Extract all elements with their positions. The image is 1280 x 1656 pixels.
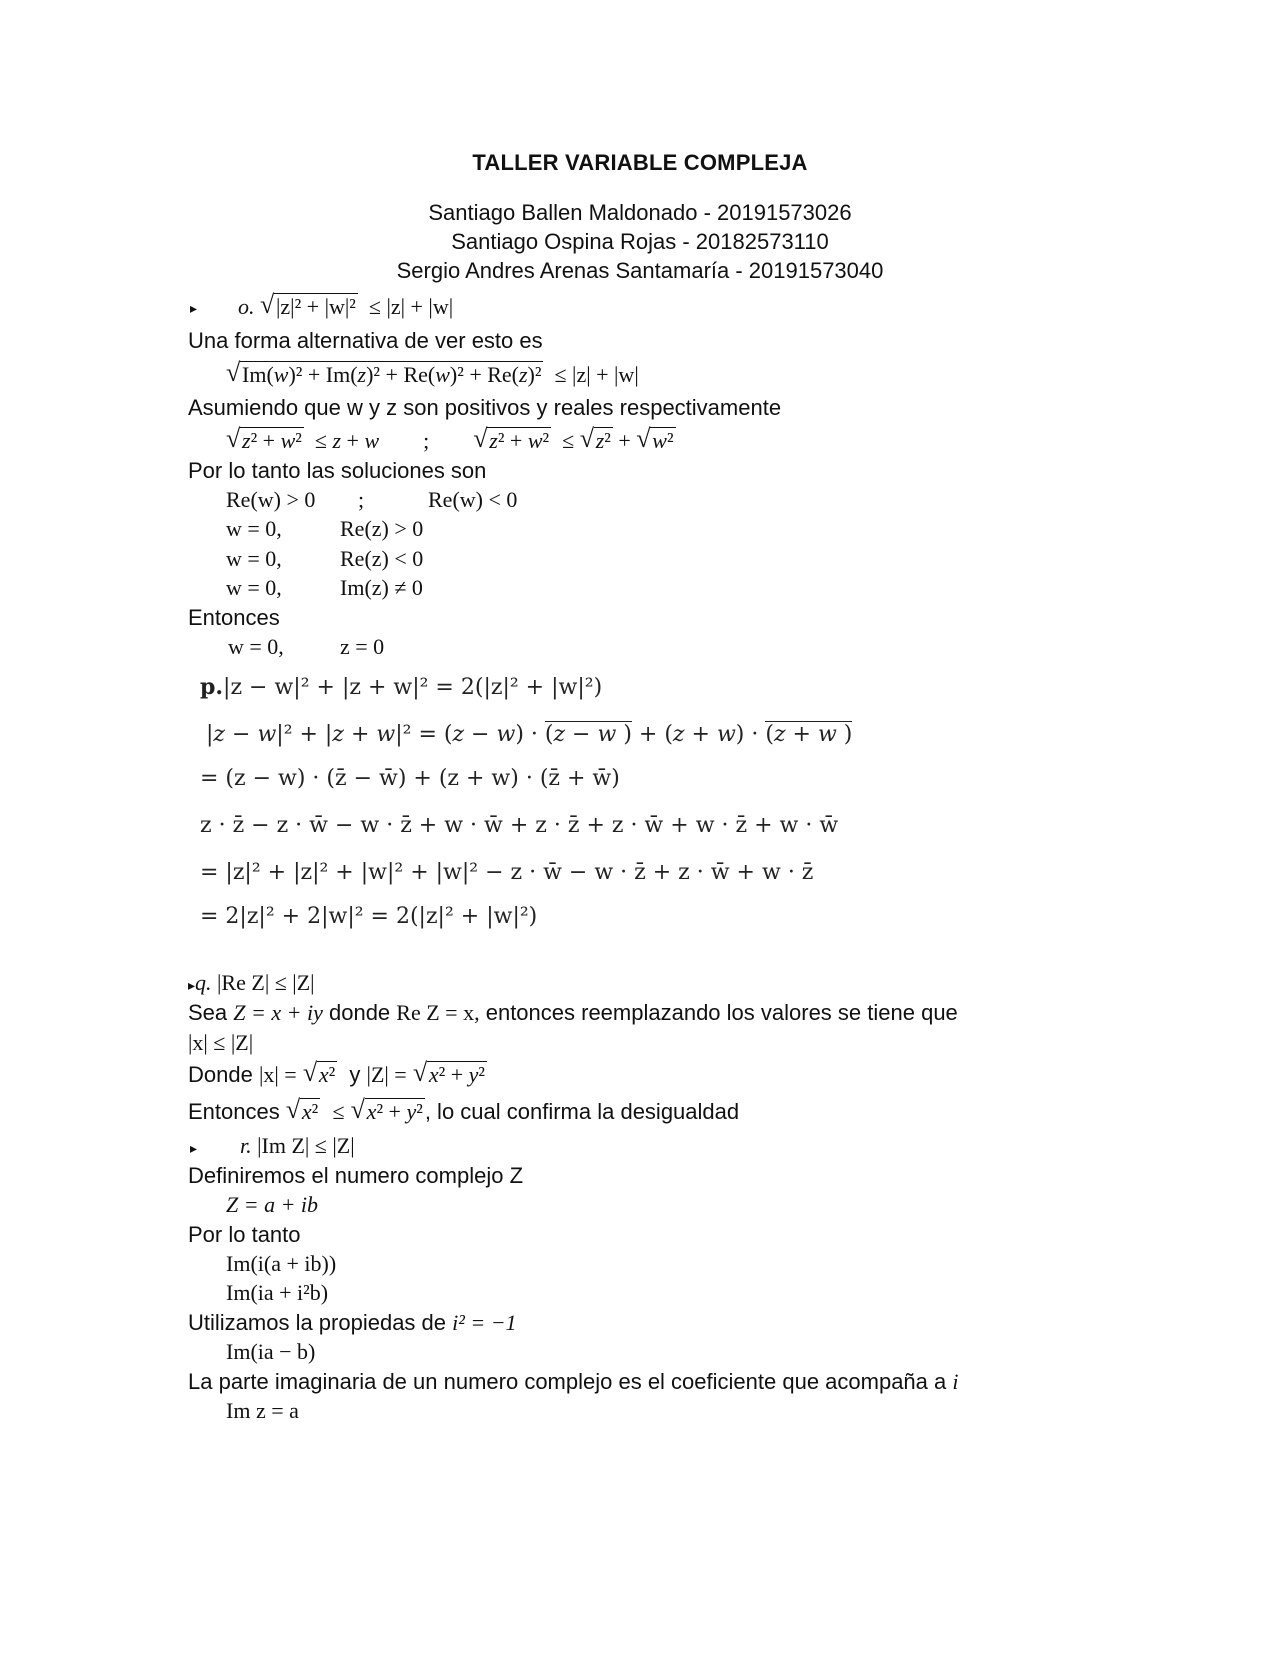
section-r-text-3: Utilizamos la propiedas de i² = −1 (188, 1310, 517, 1335)
section-p-line-4: z · z̄ − z · w̄ − w · z̄ + w · w̄ + z · z̄ + z · w̄ + w · z̄ + w · w̄ (200, 813, 839, 838)
section-r-statement: r. |Im Z| ≤ |Z| (240, 1133, 355, 1158)
author-3: Sergio Andres Arenas Santamaría - 20191573040 (396, 258, 884, 283)
final-a: w = 0, (228, 634, 284, 659)
section-o-text-3: Por lo tanto las soluciones son (188, 458, 487, 483)
section-q-text-2: |x| ≤ |Z| (188, 1030, 254, 1055)
section-q-text-3: Donde |x| = √ x² y |Z| = √ x² + y² (188, 1062, 487, 1088)
solution-3a: w = 0, (226, 546, 282, 571)
section-r-math-4: Im(ia − b) (226, 1339, 316, 1364)
author-2: Santiago Ospina Rojas - 20182573110 (451, 229, 829, 254)
section-r-math-1: Z = a + ib (226, 1192, 319, 1217)
section-r-text-4: La parte imaginaria de un numero complejo es el coeficiente que acompaña a i (188, 1369, 959, 1394)
section-o-text-4: Entonces (188, 605, 280, 630)
solution-1a: Re(w) > 0 (226, 487, 316, 512)
bullet-icon: ▸ (188, 979, 196, 994)
author-1: Santiago Ballen Maldonado - 20191573026 (428, 200, 852, 225)
document-title: TALLER VARIABLE COMPLEJA (472, 150, 808, 175)
section-o-text-2: Asumiendo que w y z son positivos y reales respectivamente (188, 395, 782, 420)
section-o-alt-form: √ Im(w)² + Im(z)² + Re(w)² + Re(z)² ≤ |z| + |w| (226, 362, 639, 388)
bullet-icon: ▸ (190, 1140, 198, 1156)
section-q-statement: ▸q. |Re Z| ≤ |Z| (188, 970, 315, 995)
section-p-line-2: |z − w|² + |z + w|² = (z − w) · (z − w ) + (z + w) · (z + w ) (206, 722, 853, 747)
section-p-line-3: = (z − w) · (z̄ − w̄) + (z + w) · (z̄ + w̄) (200, 766, 620, 791)
section-q-text-4: Entonces √ x² ≤ √ x² + y², lo cual confirma la desigualdad (188, 1099, 739, 1125)
section-o-real-case: √ z² + w² ≤ z + w ; √ z² + w² ≤ √ z² + √ w² (226, 428, 676, 454)
section-r-math-3: Im(ia + i²b) (226, 1280, 329, 1305)
section-p-line-5: = |z|² + |z|² + |w|² + |w|² − z · w̄ − w · z̄ + z · w̄ + w · z̄ (200, 860, 814, 885)
solution-4a: w = 0, (226, 575, 282, 600)
section-p-statement: p.|z − w|² + |z + w|² = 2(|z|² + |w|²) (200, 674, 603, 700)
section-r-text-2: Por lo tanto (188, 1222, 301, 1247)
solution-2b: Re(z) > 0 (340, 516, 424, 541)
section-o-statement: o. √ |z|² + |w|² ≤ |z| + |w| (238, 294, 453, 320)
section-p-line-6: = 2|z|² + 2|w|² = 2(|z|² + |w|²) (200, 904, 538, 929)
solution-3b: Re(z) < 0 (340, 546, 424, 571)
section-r-text-1: Definiremos el numero complejo Z (188, 1163, 524, 1188)
section-o-text-1: Una forma alternativa de ver esto es (188, 328, 543, 353)
section-r-math-2: Im(i(a + ib)) (226, 1251, 337, 1276)
bullet-icon: ▸ (190, 300, 198, 316)
final-b: z = 0 (340, 634, 385, 659)
section-q-text-1: Sea Z = x + iy donde Re Z = x, entonces reemplazando los valores se tiene que (188, 1000, 958, 1025)
solution-2a: w = 0, (226, 516, 282, 541)
section-r-math-5: Im z = a (226, 1398, 299, 1423)
solution-1b: Re(w) < 0 (428, 487, 518, 512)
solution-sep: ; (358, 487, 365, 512)
solution-4b: Im(z) ≠ 0 (340, 575, 423, 600)
